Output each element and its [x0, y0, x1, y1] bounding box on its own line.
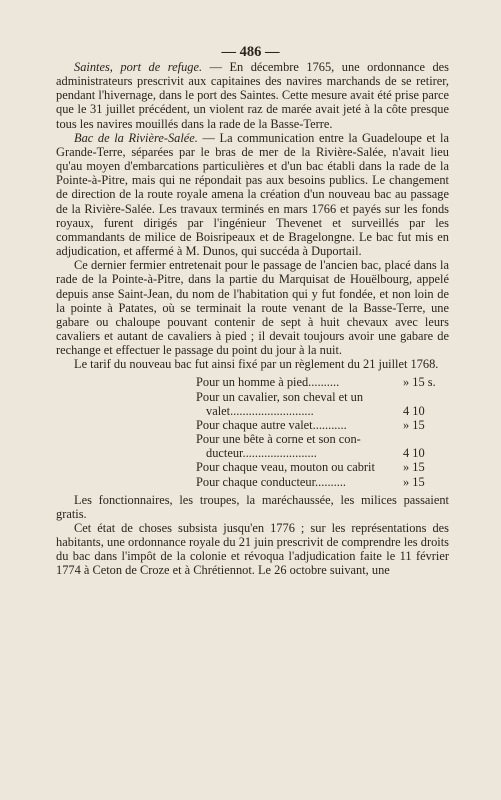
- tarif-value: » 15: [403, 460, 425, 475]
- tarif-row: [196, 432, 449, 446]
- tarif-row: [196, 404, 449, 418]
- paragraph-1776: Cet état de choses subsista jusqu'en 1776 ; sur les représentations des habitants, une ordonnance royale du 21 juin prescrivit de comprendre les droits du bac dans l'impôt de la colonie et révoqua l'adjudication faite le 11 février 1774 à Ceton de Croze et à Chrétiennot. Le 26 octobre suivant, une: [56, 521, 449, 578]
- paragraph-tarif-intro: Le tarif du nouveau bac fut ainsi fixé par un règlement du 21 juillet 1768.: [74, 357, 439, 372]
- tarif-label: Pour un cavalier, son cheval et un: [196, 389, 364, 404]
- tarif-label: Pour une bête à corne et son con-: [196, 432, 361, 447]
- heading-bac: Bac de la Rivière-Salée.: [74, 130, 198, 145]
- paragraph-bac: [56, 131, 449, 258]
- tarif-table: [196, 375, 449, 488]
- paragraph-gratis: Les fonctionnaires, les troupes, la maréchaussée, les milices passaient gratis.: [56, 492, 449, 521]
- text-body: [56, 60, 449, 578]
- tarif-label: Pour chaque conducteur..........: [196, 474, 347, 489]
- tarif-label: valet...........................: [206, 403, 314, 418]
- tarif-value: 4 10: [403, 403, 425, 418]
- tarif-value: » 15: [403, 474, 425, 489]
- tarif-row: [196, 460, 449, 474]
- text-bac: — La communication entre la Guadeloupe et la Grande-Terre, séparées par le bras de mer de la Rivière-Salée, n'avait lieu qu'au moyen d'embarcations particulières et d'un bac établi dans la rade de la Pointe-à-Pitre, mais qui ne répondait pas aux besoins publics. Le changement de direction de la route royale amena la création d'un nouveau bac au passage de la Rivière-Salée. Les travaux terminés en mars 1766 et payés sur les fonds royaux, furent dirigés par l'ingénieur Thevenet et surveillés par les commandants de milice de Boisripeaux et de Bragelongne. Le bac fut mis en adjudication, et affermé à M. Dunos, qui succéda à Duportail.: [56, 130, 449, 259]
- tarif-label: Pour un homme à pied..........: [196, 375, 340, 390]
- tarif-value: » 15 s.: [403, 375, 436, 390]
- tarif-value: [403, 390, 449, 404]
- paragraph-saintes: [56, 60, 449, 131]
- tarif-label: Pour chaque autre valet...........: [196, 417, 347, 432]
- tarif-label: ducteur........................: [206, 446, 317, 461]
- tarif-label: Pour chaque veau, mouton ou cabrit: [196, 460, 375, 475]
- tarif-row: [196, 390, 449, 404]
- heading-saintes: Saintes, port de refuge.: [74, 60, 203, 74]
- tarif-value: » 15: [403, 417, 425, 432]
- tarif-row: [196, 446, 449, 460]
- tarif-value: [403, 432, 449, 446]
- page-number: — 486 —: [221, 44, 280, 60]
- tarif-row: [196, 418, 449, 432]
- text-saintes: — En décembre 1765, une ordonnance des administrateurs prescrivit aux capitaines des navires marchands de se retirer, pendant l'hivernage, dans le port des Saintes. Cette mesure avait été prise parce que le 31 juillet précédent, un violent raz de marée avait jeté à la côte presque tous les navires mouillés dans la rade de la Basse-Terre.: [56, 60, 450, 131]
- tarif-value: 4 10: [403, 446, 425, 461]
- tarif-row: [196, 475, 449, 489]
- tarif-row: [196, 375, 449, 389]
- paragraph-fermier: Ce dernier fermier entretenait pour le passage de l'ancien bac, placé dans la rade de la Pointe-à-Pitre, dans la partie du Marquisat de Houëlbourg, appelé depuis anse Saint-Jean, du nom de l'habitation qui y fut fondée, et non loin de la pointe à Patates, où se terminait la route venant de la Basse-Terre, une gabare ou chaloupe pouvant contenir de sept à huit chevaux avec leurs cavaliers et autant de cavaliers à pied ; il devait toujours avoir une gabare de rechange et effectuer le passage du point du jour à la nuit.: [56, 258, 449, 358]
